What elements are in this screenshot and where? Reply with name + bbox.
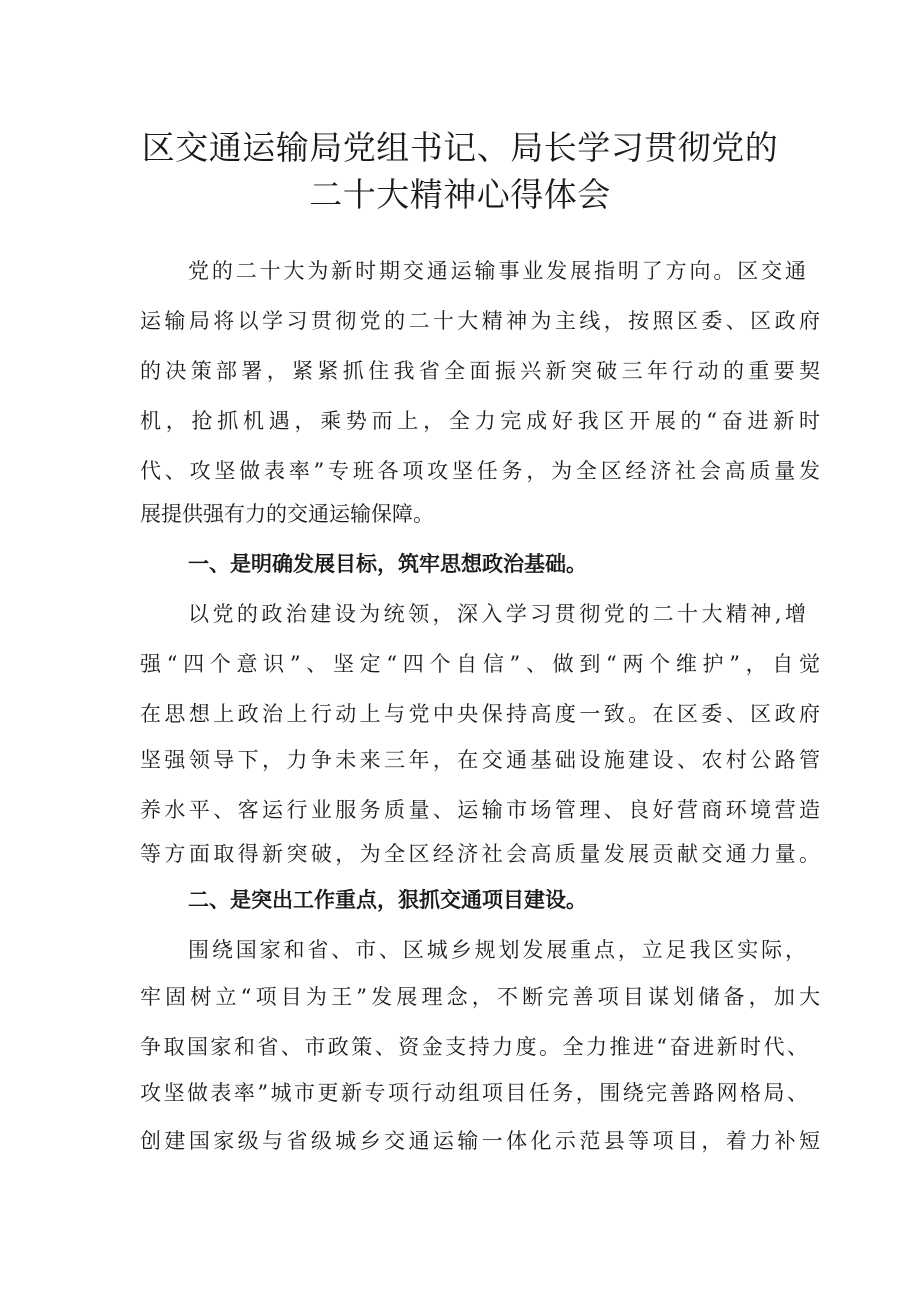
document-title-line-2: 二十大精神心得体会 (309, 175, 611, 214)
paragraph-2-line-1: 以党的政治建设为统领，深入学习贯彻党的二十大精神,增 (188, 602, 806, 626)
paragraph-1-line-6: 展提供强有力的交通运输保障。 (140, 502, 434, 526)
paragraph-1-line-5: 代、攻坚做表率”专班各项攻坚任务，为全区经济社会高质量发 (140, 459, 820, 483)
section-heading-2: 二、是突出工作重点，狠抓交通项目建设。 (188, 888, 587, 912)
paragraph-2-line-5: 养水平、客运行业服务质量、运输市场管理、良好营商环境营造 (140, 798, 820, 822)
paragraph-3-line-4: 攻坚做表率”城市更新专项行动组项目任务，围绕完善路网格局、 (140, 1081, 808, 1105)
paragraph-1-line-4: 机，抢抓机遇，乘势而上，全力完成好我区开展的“奋进新时 (140, 409, 820, 433)
paragraph-1-line-2: 运输局将以学习贯彻党的二十大精神为主线，按照区委、区政府 (140, 309, 820, 333)
section-heading-1: 一、是明确发展目标，筑牢思想政治基础。 (188, 552, 587, 576)
document-title-line-1: 区交通运输局党组书记、局长学习贯彻党的 (141, 128, 779, 167)
paragraph-2-line-4: 坚强领导下，力争未来三年，在交通基础设施建设、农村公路管 (140, 748, 820, 772)
paragraph-2-line-2: 强“四个意识”、坚定“四个自信”、做到“两个维护”，自觉 (140, 652, 820, 676)
paragraph-2-line-3: 在思想上政治上行动上与党中央保持高度一致。在区委、区政府 (140, 702, 820, 726)
paragraph-3-line-5: 创建国家级与省级城乡交通运输一体化示范县等项目，着力补短 (140, 1129, 820, 1153)
paragraph-1-line-3: 的决策部署，紧紧抓住我省全面振兴新突破三年行动的重要契 (140, 359, 820, 383)
paragraph-2-line-6: 等方面取得新突破，为全区经济社会高质量发展贡献交通力量。 (140, 842, 820, 866)
paragraph-3-line-2: 牢固树立“项目为王”发展理念，不断完善项目谋划储备，加大 (140, 985, 820, 1009)
paragraph-1-line-1: 党的二十大为新时期交通运输事业发展指明了方向。区交通 (188, 259, 806, 283)
paragraph-3-line-3: 争取国家和省、市政策、资金支持力度。全力推进“奋进新时代、 (140, 1035, 808, 1059)
paragraph-3-line-1: 围绕国家和省、市、区城乡规划发展重点，立足我区实际， (188, 938, 806, 962)
